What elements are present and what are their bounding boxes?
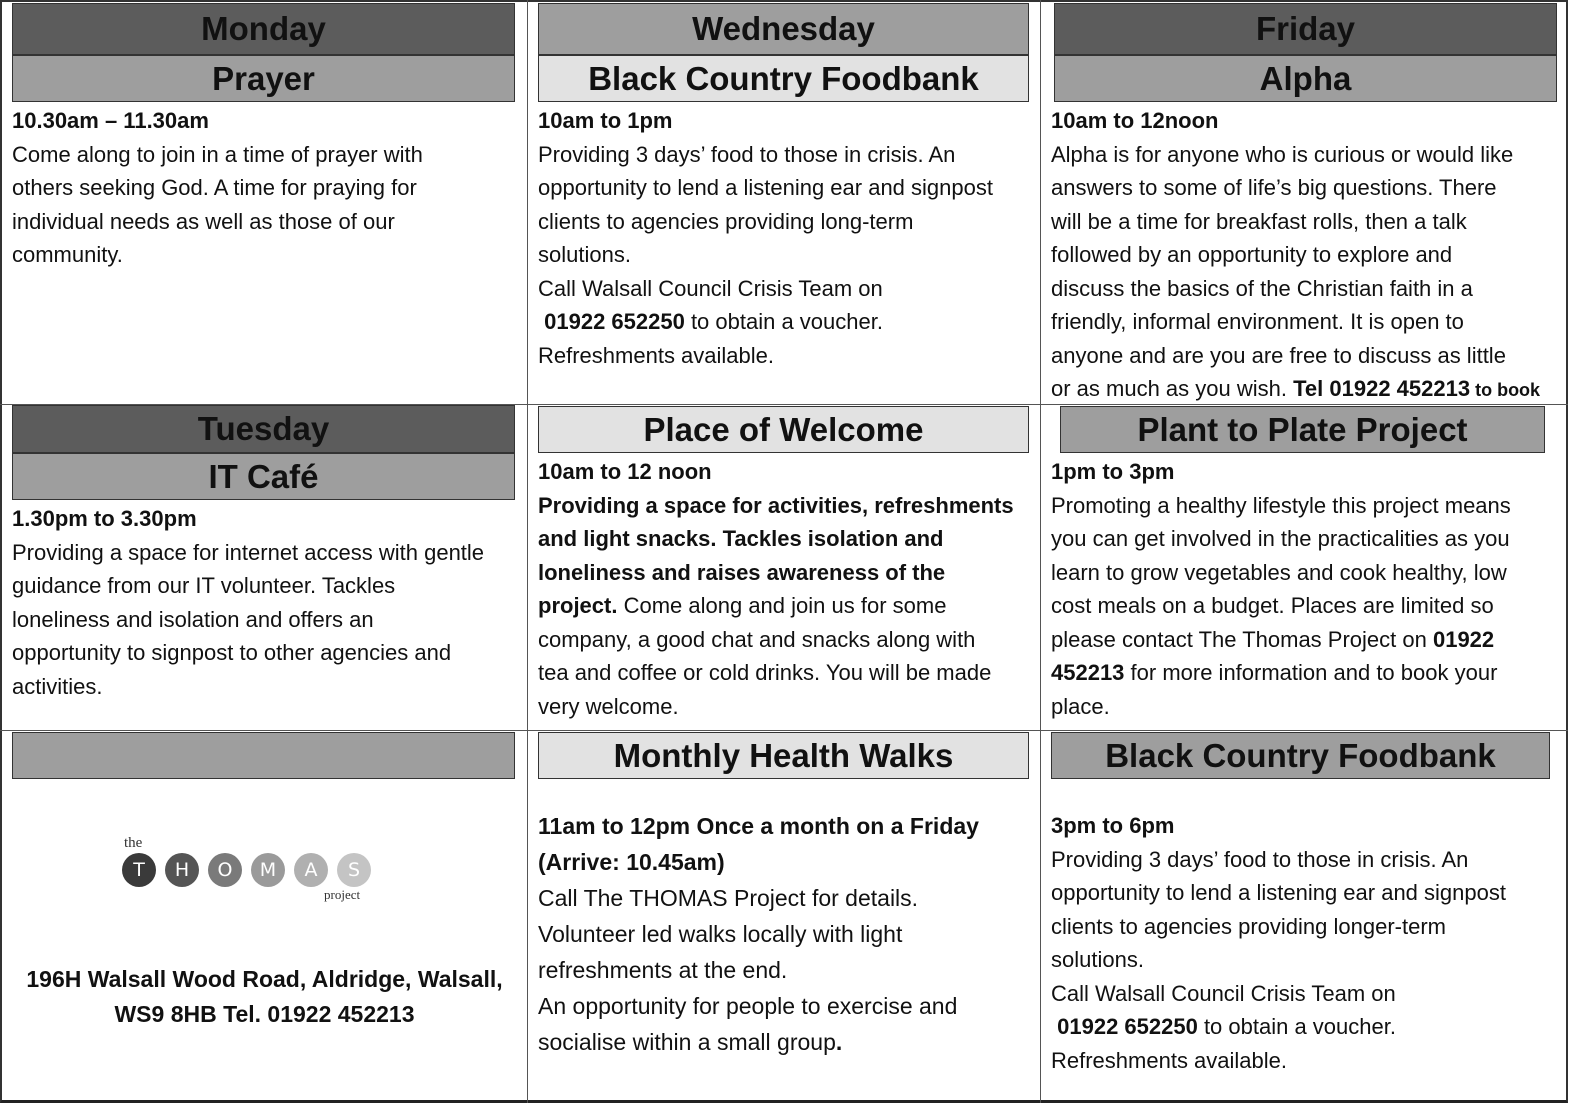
thomas-project-logo [118,835,378,910]
plant-line: you can get involved in the practicalities as you [1051,526,1510,551]
plant-line6-suffix: for more information and to book your [1124,660,1498,685]
friday-line: Alpha is for anyone who is curious or would like [1051,141,1514,167]
plant-line: cost meals on a budget. Places are limited so [1051,593,1494,618]
wednesday-line: opportunity to lend a listening ear and signpost [538,175,993,200]
friday-last-prefix: or as much as you wish. [1051,376,1294,401]
friday-details [1051,104,1540,408]
foodbank2-refreshments: Refreshments available. [1051,1047,1288,1073]
welcome-bold-line: and light snacks. Tackles isolation and [538,526,944,551]
tuesday-day-header: Tuesday [12,405,515,453]
wednesday-phone-suffix: to obtain a voucher. [684,309,883,334]
foodbank2-line: Call Walsall Council Crisis Team on [1051,980,1396,1006]
tuesday-details [12,502,484,703]
thomas-address [12,962,517,1032]
foodbank2-header: Black Country Foodbank [1051,732,1550,779]
wednesday-day-header: Wednesday [538,3,1029,55]
friday-tel: Tel 01922 452213 [1293,376,1471,401]
foodbank2-details [1051,809,1506,1077]
wednesday-line: solutions. [538,242,631,267]
logo-letter-circle: A [294,853,328,887]
welcome-line: tea and coffee or cold drinks. You will be made [538,660,992,685]
wednesday-voucher-line [538,305,993,339]
walks-header: Monthly Health Walks [538,732,1029,779]
foodbank2-line: solutions. [1051,947,1144,972]
monday-day-header: Monday [12,3,515,55]
foodbank2-line: opportunity to lend a listening ear and signpost [1051,880,1506,905]
walks-line: refreshments at the end. [538,957,788,983]
walks-time: 11am to 12pm Once a month on a Friday [538,813,979,839]
foodbank2-line: Providing 3 days’ food to those in crisis. An [1051,846,1469,872]
welcome-details [538,455,1014,723]
wednesday-line: clients to agencies providing long-term [538,208,914,234]
friday-time: 10am to 12noon [1051,108,1219,133]
logo-the: the [124,835,143,851]
tuesday-line: Providing a space for internet access with gentle [12,539,485,565]
walks-line: Volunteer led walks locally with light [538,921,903,947]
walks-last: socialise within a small group [538,1029,836,1055]
plant-phone-part2: 452213 [1051,660,1125,685]
wednesday-refreshments: Refreshments available. [538,342,775,368]
tuesday-line: loneliness and isolation and offers an [12,606,374,632]
friday-booking-line [1051,372,1540,408]
wednesday-activity-header: Black Country Foodbank [538,55,1029,102]
column-divider [1040,0,1041,1103]
walks-last-dot: . [835,1029,843,1055]
monday-details [12,104,423,272]
welcome-mixed-line [538,589,1014,623]
foodbank2-time: 3pm to 6pm [1051,813,1175,838]
wednesday-phone: 01922 652250 [544,309,685,334]
friday-line: followed by an opportunity to explore and [1051,242,1453,267]
logo-project: project [324,887,361,902]
logo-letter-circle: S [337,853,371,887]
foodbank2-phone-suffix: to obtain a voucher. [1197,1014,1396,1039]
tuesday-line: guidance from our IT volunteer. Tackles [12,573,396,598]
tuesday-line: opportunity to signpost to other agencies and [12,640,452,665]
address-line-2: WS9 8HB Tel. 01922 452213 [114,1001,415,1027]
monday-activity-header: Prayer [12,55,515,102]
logo-letter-circle: O [208,853,242,887]
walks-details [538,808,979,1060]
tuesday-time: 1.30pm to 3.30pm [12,506,197,531]
friday-line: anyone and are you are free to discuss as little [1051,342,1506,368]
welcome-bold-line: Providing a space for activities, refreshments [538,492,1014,518]
walks-last-line [538,1024,979,1060]
foodbank2-phone: 01922 652250 [1057,1014,1198,1039]
friday-line: will be a time for breakfast rolls, then a talk [1051,208,1467,234]
column-divider [527,0,528,1103]
plant-details [1051,455,1511,723]
friday-line: friendly, informal environment. It is open to [1051,309,1464,334]
friday-tel-suffix: to book [1470,380,1541,400]
row-divider [0,730,1568,731]
foodbank2-voucher-line [1051,1010,1506,1044]
monday-time: 10.30am – 11.30am [12,108,209,133]
logo-letter-circle: T [122,853,156,887]
monday-line: community. [12,242,123,267]
logo-letter-circle: M [251,853,285,887]
welcome-bold-line: loneliness and raises awareness of the [538,559,946,585]
welcome-line: company, a good chat and snacks along with [538,626,976,652]
welcome-rest: Come along and join us for some [617,593,947,618]
blank-header [12,732,515,779]
plant-time: 1pm to 3pm [1051,459,1175,484]
logo-letter-circle: H [165,853,199,887]
wednesday-line: Call Walsall Council Crisis Team on [538,275,883,301]
foodbank2-line: clients to agencies providing longer-term [1051,913,1446,939]
welcome-time: 10am to 12 noon [538,459,712,484]
friday-activity-header: Alpha [1054,55,1557,102]
wednesday-details [538,104,993,372]
walks-line: An opportunity for people to exercise and [538,993,958,1019]
plant-contact-line [1051,623,1511,657]
welcome-header: Place of Welcome [538,406,1029,453]
walks-line: Call The THOMAS Project for details. [538,885,919,911]
plant-phone-part1: 01922 [1432,626,1495,652]
plant-line: learn to grow vegetables and cook healthy, low [1051,559,1507,585]
friday-line: discuss the basics of the Christian faith in a [1051,275,1473,301]
plant-contact-line2 [1051,656,1511,690]
wednesday-time: 10am to 1pm [538,108,673,133]
plant-header: Plant to Plate Project [1060,406,1545,453]
tuesday-line: activities. [12,673,103,699]
monday-line: individual needs as well as those of our [12,208,395,234]
address-line-1: 196H Walsall Wood Road, Aldridge, Walsall, [26,966,503,992]
friday-line: answers to some of life’s big questions. There [1051,175,1497,200]
welcome-line: very welcome. [538,693,679,719]
plant-line: Promoting a healthy lifestyle this project means [1051,492,1511,518]
welcome-bold-prefix: project. [538,593,618,618]
wednesday-line: Providing 3 days’ food to those in crisis. An [538,141,956,167]
friday-day-header: Friday [1054,3,1557,55]
plant-line5-prefix: please contact The Thomas Project on [1051,626,1433,652]
tuesday-activity-header: IT Café [12,453,515,500]
walks-arrive: (Arrive: 10.45am) [538,849,725,875]
plant-last-line: place. [1051,693,1110,719]
monday-line: Come along to join in a time of prayer with [12,141,423,167]
monday-line: others seeking God. A time for praying for [12,175,417,200]
